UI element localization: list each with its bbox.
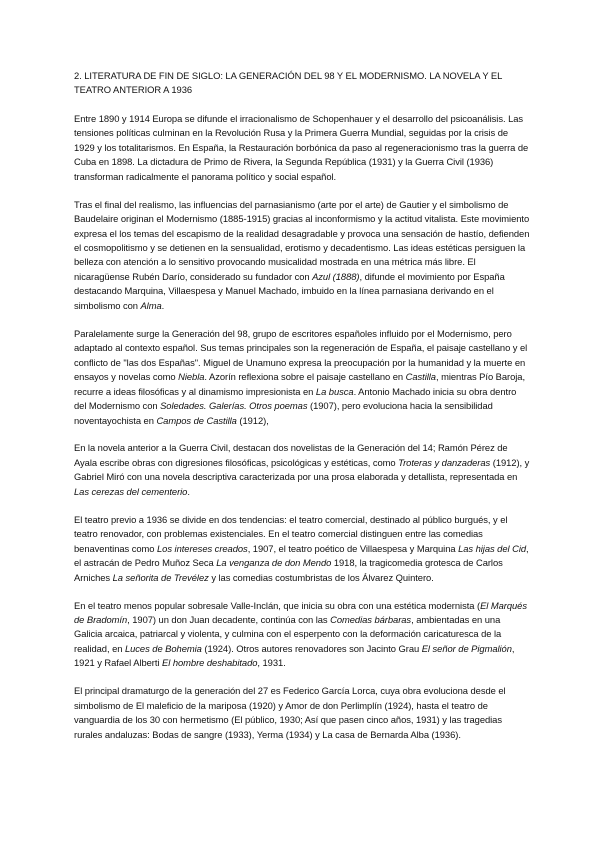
text-run: . — [187, 485, 190, 497]
text-run: (1912), — [236, 414, 269, 426]
italic-title: La venganza de don Mendo — [216, 557, 332, 569]
document-heading: 2. LITERATURA DE FIN DE SIGLO: LA GENERACIÓN DEL 98 Y EL MODERNISMO. LA NOVELA Y EL TEATRO ANTERIOR A 1936 — [74, 70, 502, 96]
document-body — [74, 69, 530, 756]
italic-title: La señorita de Trevélez — [112, 571, 209, 583]
text-run: , ambientadas en una Galicia arcaica, patriarcal y violenta, y culmina con el esperpento con la deformación caricaturesca de la realidad, en — [74, 614, 502, 654]
italic-title: Azul (1888) — [312, 270, 360, 282]
text-run: , 1931. — [257, 657, 286, 669]
text-run: , 1907) un don Juan decadente, continúa con las — [127, 614, 331, 625]
text-run: Entre 1890 y 1914 Europa se difunde el irracionalismo de Schopenhauer y el desarrollo del psicoanálisis. Las tensiones políticas culminan en la Revolución Rusa y la Primera Guerra Mundial, seguidas por la crisis de 1929 y los totalitarismos. En España, la Restauración borbónica da paso al regeneracionismo tras la guerra de Cuba en 1898. La dictadura de Primo de Rivera, la Segunda República (1931) y la Guerra Civil (1936) transforman radicalmente el panorama político y social español. — [74, 112, 529, 182]
text-run: Paralelamente surge la Generación del 98, grupo de escritores españoles influido por el Modernismo, pero adaptado al contexto español. Sus temas principales son la regeneración de España, el paisaje castellano y el conflicto de "las dos Españas". Miguel de Unamuno expresa la preocupación por la humanidad y la muerte en ensayos y novelas como — [74, 327, 528, 383]
paragraph — [74, 513, 530, 585]
text-run: El teatro previo a 1936 se divide en dos tendencias: el teatro comercial, destinado al público burgués, y el teatro renovador, con problemas existenciales. En el teatro comercial distinguen entre las comedias benaventinas como — [74, 513, 508, 554]
text-run: , 1907, el teatro poético de Villaespesa y Marquina — [247, 542, 459, 554]
italic-title: Castilla — [405, 371, 436, 383]
text-run: (1912), y Gabriel Miró con una novela descriptiva caracterizada por una prosa elaborada y detallista, representada en — [74, 456, 530, 483]
italic-title: Las hijas del Cid — [458, 542, 527, 554]
italic-title: El hombre deshabitado — [162, 657, 258, 669]
text-run: . Antonio Machado inicia su obra dentro del Modernismo con — [74, 385, 517, 412]
italic-title: Luces de Bohemia — [124, 642, 202, 654]
text-run: . — [161, 299, 165, 311]
text-run: y las comedias costumbristas de los Álvarez Quintero. — [208, 571, 434, 583]
italic-title: El señor de Pigmalión — [421, 642, 512, 654]
paragraph — [74, 684, 530, 742]
italic-title: Alma — [140, 299, 162, 311]
italic-title: Las cerezas del cementerio — [74, 485, 188, 497]
paragraph — [74, 441, 530, 499]
paragraph — [74, 327, 530, 428]
italic-title: Campos de Castilla — [156, 414, 237, 426]
italic-title: El Marqués de Bradomín — [74, 599, 527, 625]
text-run: (1924). Otros autores renovadores son Jacinto Grau — [201, 642, 422, 654]
text-run: Tras el final del realismo, las influencias del parnasianismo (arte por el arte) de Gautier y el simbolismo de Baudelaire originan el Modernismo (1885-1915) gracias al inconformismo y la actitud vitalista. Este movimiento expresa el los temas del escapismo de la realidad desagradable y provoca una sensación de hastío, defienden el cosmopolitismo y se detienen en la sensualidad, erotismo y decadentismo. Las ideas estéticas persiguen la belleza con atención a lo sensitivo provocando musicalidad mostrada en una métrica más libre. El nicaragüense Rubén Darío, considerado su fundador con — [74, 198, 530, 282]
paragraph-list — [74, 112, 530, 742]
italic-title: Soledades. Galerías. Otros poemas — [160, 400, 308, 412]
text-run: 1918, la tragicomedia grotesca de Carlos Arniches — [74, 557, 503, 583]
text-run: El principal dramaturgo de la generación del 27 es Federico García Lorca, cuya obra evoluciona desde el simbolismo de El maleficio de la mariposa (1920) y Amor de don Perlimplín (1924), hasta el teatro de vanguardia de los 30 con hermetismo (El público, 1930; Así que pasen cinco años, 1931) y las tragedias rurales andaluzas: Bodas de sangre (1933), Yerma (1934) y La casa de Bernarda Alba (1936). — [74, 685, 506, 740]
paragraph — [74, 599, 530, 671]
text-run: , difunde el movimiento por España destacando Marquina, Villaespesa y Manuel Machado, imbuido en la línea parnasiana derivando en el simbolismo con — [74, 270, 505, 311]
text-run: (1907), pero evoluciona hacia la sensibilidad noventayochista en — [74, 400, 493, 426]
paragraph — [74, 112, 530, 184]
text-run: , el astracán de Pedro Muñoz Seca — [74, 542, 529, 569]
italic-title: Comedias bárbaras — [330, 614, 412, 625]
italic-title: Troteras y danzaderas — [398, 456, 491, 468]
italic-title: Los intereses creados — [157, 542, 248, 554]
text-run: En el teatro menos popular sobresale Valle-Inclán, que inicia su obra con una estética modernista ( — [74, 599, 481, 611]
text-run: En la novela anterior a la Guerra Civil, destacan dos novelistas de la Generación del 14; Ramón Pérez de Ayala escribe obras con digresiones filosóficas, psicológicas y estéticas, como — [74, 442, 508, 468]
text-run: , mientras Pío Baroja, recurre a ideas filosóficas y al dinamismo impresionista en — [74, 371, 526, 397]
text-run: , 1921 y Rafael Alberti — [74, 642, 515, 669]
italic-title: Niebla — [178, 371, 205, 383]
text-run: . Azorín reflexiona sobre el paisaje castellano en — [204, 371, 406, 383]
paragraph — [74, 198, 530, 314]
italic-title: La busca — [315, 385, 354, 397]
